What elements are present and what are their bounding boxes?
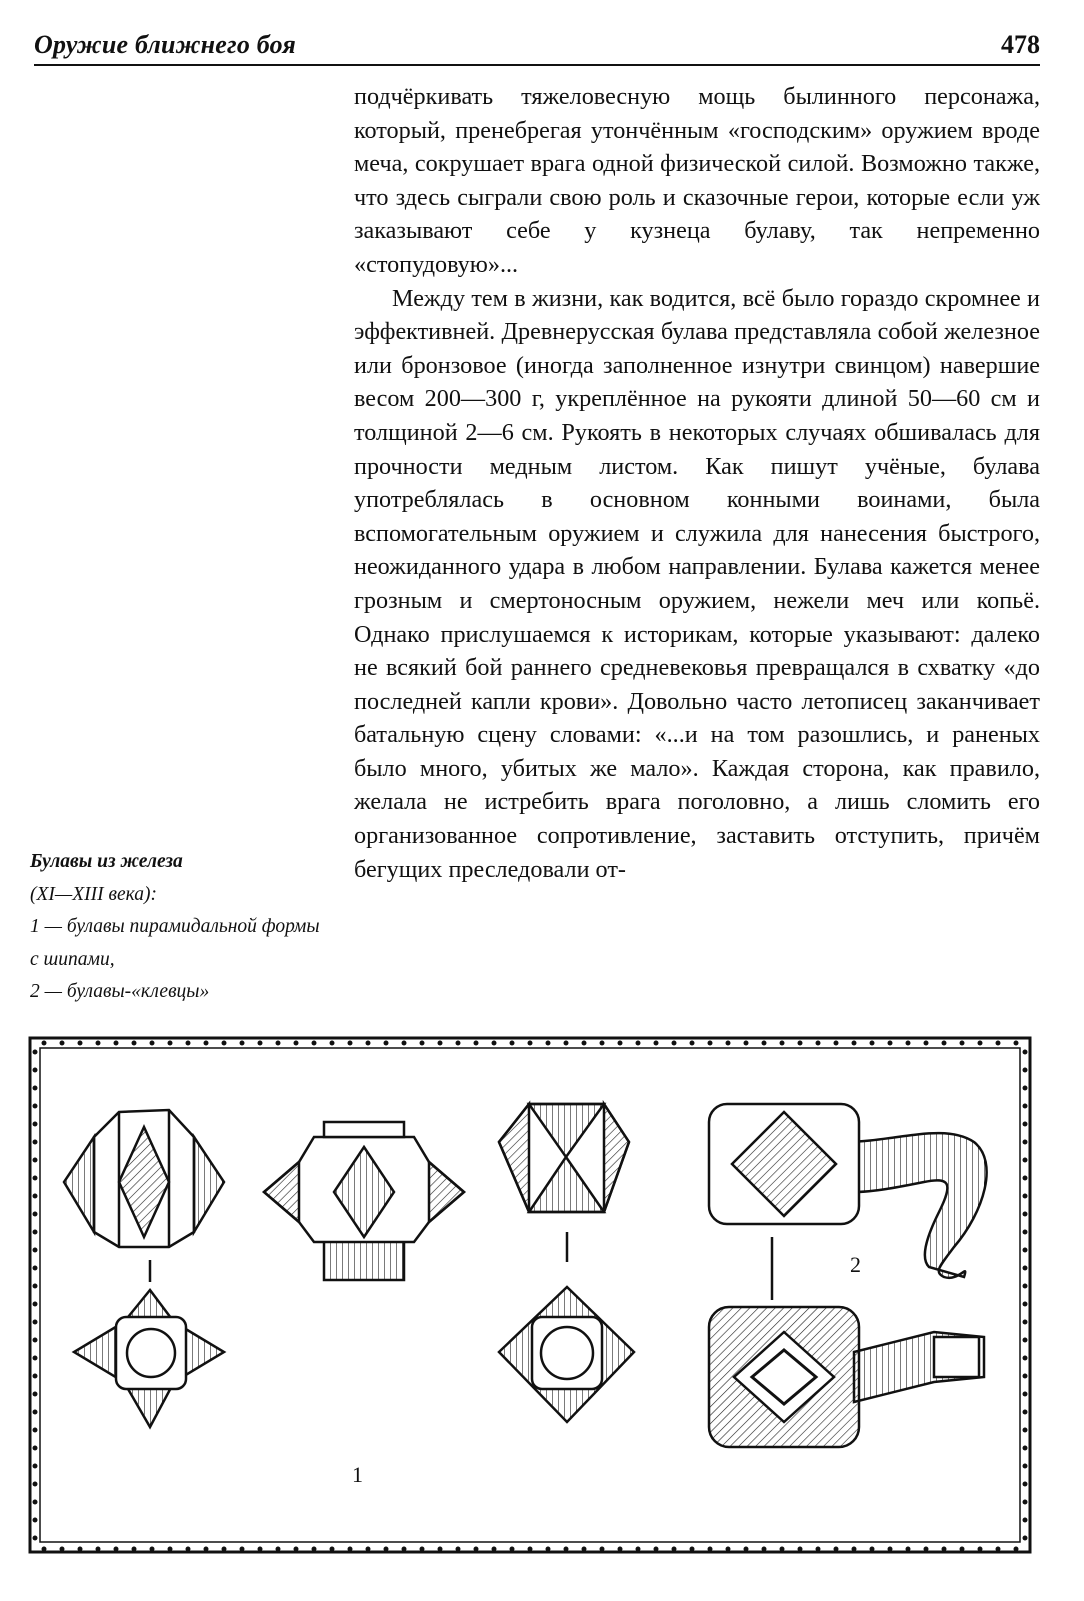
mace-drawing: [24, 1032, 1038, 1560]
running-title: Оружие ближнего боя: [34, 30, 297, 59]
caption-item-1: 1 — булавы пирамидальной формы с шипами,: [30, 916, 320, 970]
paragraph-2: Между тем в жизни, как водится, всё было гораздо скромнее и эффективней. Древнерусская булава представляла собой железное или бронзовое (иногда заполненное изнутри свинцом) навершие весом 200—300 г, укреплённое на рукояти длиной 50—60 см и толщиной 2—6 см. Рукоять в некоторых случаях обшивалась для прочности медным листом. Как пишут учёные, булава употреблялась в основном конными воинами, была вспомогательным оружием и служила для нанесения быстрого, неожиданного удара в любом направлении. Булава кажется менее грозным и смертоносным оружием, нежели меч или копьё. Однако прислушаемся к историкам, которые указывают: далеко не всякий бой раннего средневековья превращался в схватку «до последней капли крови». Довольно часто летописец заканчивает батальную сцену словами: «...и на том разошлись, и раненых было много, убитых же мало». Каждая сторона, как правило, желала не истребить врага поголовно, а лишь сломить его организованное сопротивление, заставить отступить, причём бегущих преследовали от-: [354, 284, 1040, 883]
running-head: [34, 24, 1040, 66]
figure-label-2: 2: [850, 1252, 861, 1277]
mace-1-bottom: [74, 1290, 224, 1427]
caption-item-2: 2 — булавы-«клевцы»: [30, 981, 210, 1002]
figure-label-1: 1: [352, 1462, 363, 1487]
page-number: 478: [1001, 30, 1040, 59]
paragraph-1: подчёркивать тяжеловесную мощь былинного персонажа, который, пренебрегая утончённым «господским» оружием вроде меча, сокрушает врага одной физической силой. Возможно также, что здесь сыграли свою роль и сказочные герои, которые если уж заказывают себе у кузнеца булаву, так непременно «стопудовую»...: [354, 83, 1040, 278]
mace-2-top: [499, 1104, 629, 1212]
klevets-bottom: [709, 1307, 984, 1447]
mace-1-side: [264, 1122, 464, 1280]
caption-dates: (XI—XIII века):: [30, 883, 157, 905]
mace-illustration: [24, 1032, 1038, 1560]
body-text: [354, 80, 1040, 886]
mace-2-bottom: [499, 1287, 634, 1422]
caption-title: Булавы из железа: [30, 851, 183, 872]
figure-caption: [30, 846, 330, 1009]
klevets-top: [709, 1104, 987, 1278]
mace-1-top: [64, 1110, 224, 1247]
